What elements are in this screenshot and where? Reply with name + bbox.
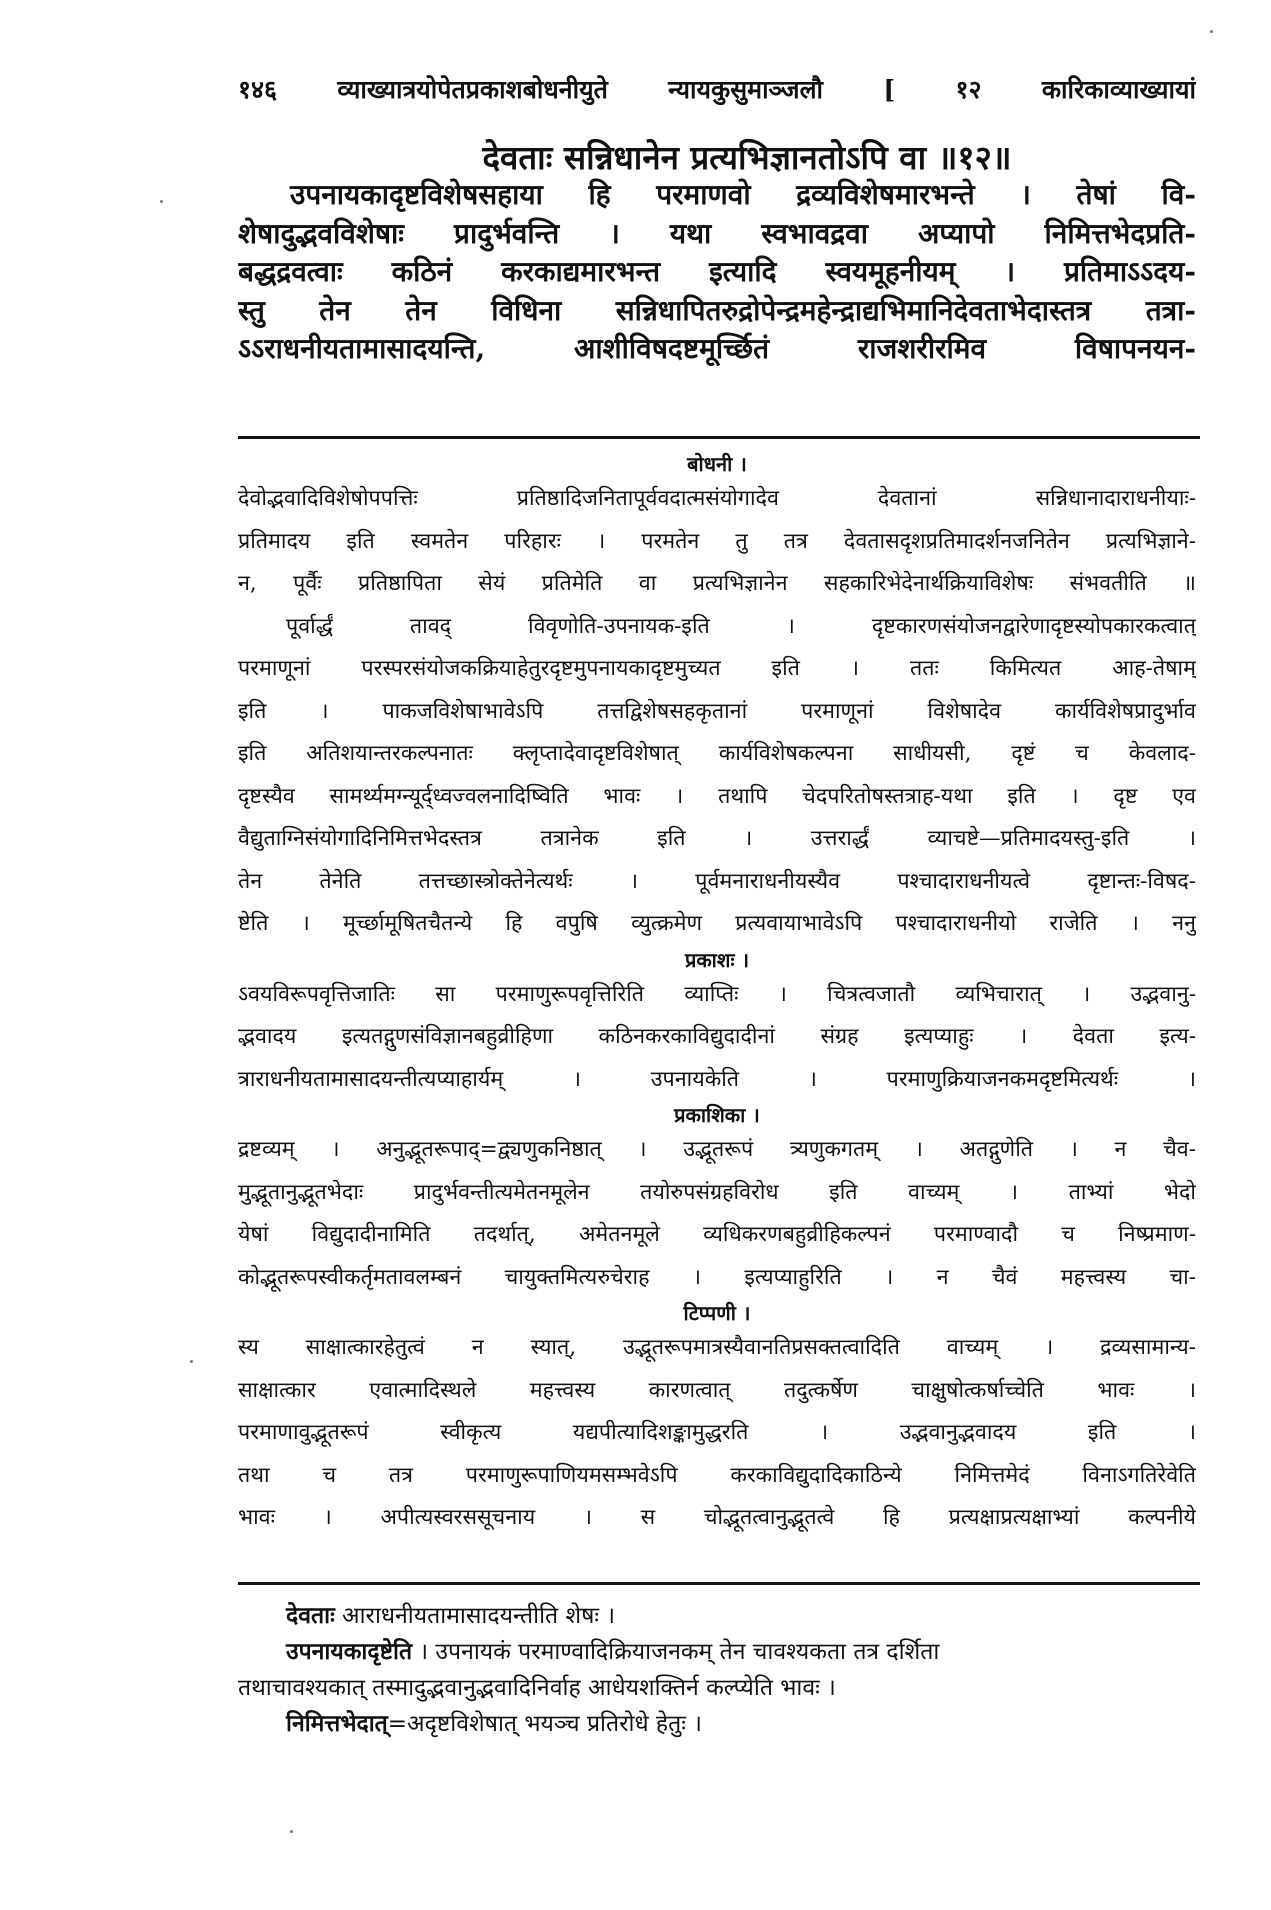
footnotes [238, 1598, 1196, 1742]
prakashika-line: मुद्भूतानुद्भूतभेदाः प्रादुर्भवन्तीत्यमेतनमूलेन तयोरुपसंग्रहविरोध इति वाच्यम् । ताभ्यां भेदो [238, 1179, 1196, 1205]
main-line: स्तु तेन तेन विधिना सन्निधापितरुद्रोपेन्द्रमहेन्द्राद्यभिमानिदेवताभेदास्तत्र तत्रा- [238, 293, 1196, 327]
divider-rule [238, 436, 1200, 439]
bodhani-line: प्रतिमादय इति स्वमतेन परिहारः । परमतेन तु तत्र देवतासदृशप्रतिमादर्शनजनितेन प्रत्यभिज्ञाने- [238, 528, 1196, 554]
footnote-keyword: देवताः [286, 1602, 335, 1629]
scan-speck [1210, 30, 1213, 33]
tippani-line: साक्षात्कार एवात्मादिस्थले महत्त्वस्य कारणत्वात् तदुत्कर्षेण चाक्षुषोत्कर्षाच्चेति भावः । [238, 1377, 1196, 1403]
commentaries [238, 450, 1196, 1540]
page-number: १४६ [238, 75, 278, 104]
running-header [238, 72, 1196, 110]
main-line: उपनायकादृष्टविशेषसहाया हि परमाणवो द्रव्यविशेषमारभन्ते । तेषां वि- [290, 178, 1196, 211]
bodhani-line: न, पूर्वैः प्रतिष्ठापिता सेयं प्रतिमेति वा प्रत्यभिज्ञानेन सहकारिभेदेनार्थक्रियाविशेषः संभवतीति ॥ [238, 571, 1196, 596]
bodhani-line: इति । पाकजविशेषाभावेऽपि तत्तद्विशेषसहकृतानां परमाणूनां विशेषादेव कार्यविशेषप्रादुर्भाव [238, 698, 1196, 724]
footnote-text: आराधनीयतामासादयन्तीति शेषः । [342, 1603, 616, 1629]
footnote-keyword: निमित्तभेदात् [286, 1710, 388, 1737]
prakashika-line: कोद्भूतरूपस्वीकर्तृमतावलम्बनं चायुक्तमित्यरुचेराह । इत्यप्याहुरिति । न चैवं महत्त्वस्य चा- [238, 1264, 1196, 1290]
bodhani-line: देवोद्भवादिविशेषोपपत्तिः प्रतिष्ठादिजनितापूर्ववदात्मसंयोगादेव देवतानां सन्निधानादाराधनीयाः- [238, 486, 1196, 511]
bodhani-line: परमाणूनां परस्परसंयोजकक्रियाहेतुरदृष्टमुपनायकादृष्टमुच्यत इति । ततः किमित्यत आह-तेषाम् [238, 656, 1196, 681]
footnote-line [238, 1634, 1196, 1670]
tippani-line: तथा च तत्र परमाणुरूपाणियमसम्भवेऽपि करकाविद्युदादिकाठिन्ये निमित्तमेदं विनाऽगतिरेवेति [238, 1462, 1196, 1488]
footnote-text: =अदृष्टविशेषात् भयञ्च प्रतिरोधे हेतुः । [387, 1711, 702, 1737]
prakasha-line: त्राराधनीयतामासादयन्तीत्यप्याहार्यम् । उपनायकेति । परमाणुक्रियाजनकमदृष्टमित्यर्थः । [238, 1066, 1196, 1092]
prakashika-line: येषां विद्युदादीनामिति तदर्थात्, अमेतनमूले व्यधिकरणबहुव्रीहिकल्पनं परमाण्वादौ च निष्प्रमाण- [238, 1222, 1196, 1247]
prakasha-heading: प्रकाशः । [684, 947, 750, 972]
tippani-line: स्य साक्षात्कारहेतुत्वं न स्यात्, उद्भूतरूपमात्रस्यैवानतिप्रसक्तत्वादिति वाच्यम् । द्रव्यसामान्य- [238, 1335, 1196, 1360]
footnote-text: । उपनायकं परमाण्वादिक्रियाजनकम् तेन चावश्यकता तत्र दर्शिता [419, 1639, 940, 1665]
prakashika-line: द्रष्टव्यम् । अनुद्भूतरूपाद्=द्व्यणुकनिष्ठात् । उद्भूतरूपं त्र्यणुकगतम् । अतद्गुणेति । न चैव- [238, 1137, 1196, 1162]
bodhani-line: पूर्वार्द्धं तावद् विवृणोति-उपनायक-इति । दृष्टकारणसंयोजनद्वारेणादृष्टस्योपकारकत्वात् [286, 613, 1196, 639]
tippani-heading: टिप्पणी । [683, 1301, 751, 1325]
bodhani-line: दृष्टस्यैव सामर्थ्यमग्न्यूर्द्ध्वज्वलनादिष्विति भावः । तथापि चेदपरितोषस्तत्राह-यथा इति । दृष्ट एव [238, 783, 1196, 809]
prakasha-line: द्भवादय इत्यतद्गुणसंविज्ञानबहुव्रीहिणा कठिनकरकाविद्युदादीनां संग्रह इत्यप्याहुः । देवता इत्य- [238, 1024, 1196, 1049]
tippani-line: परमाणावुद्भूतरूपं स्वीकृत्य यद्यपीत्यादिशङ्कामुद्धरति । उद्भवानुद्भवादय इति । [238, 1420, 1196, 1445]
scan-speck [160, 200, 163, 203]
bodhani-line: ष्टेति । मूर्च्छामूषितचैतन्ये हि वपुषि व्युत्क्रमेण प्रत्यवायाभावेऽपि पश्चादाराधनीयो राजेति । ननु [238, 911, 1196, 936]
bodhani-line: इति अतिशयान्तरकल्पनातः क्लृप्तादेवादृष्टविशेषात् कार्यविशेषकल्पना साधीयसी, दृष्टं च केवलाद- [238, 741, 1196, 766]
scan-speck [290, 1830, 293, 1833]
main-line: बद्धद्रवत्वाः कठिनं करकाद्यमारभन्त इत्यादि स्वयमूहनीयम् । प्रतिमाऽऽदय- [238, 255, 1196, 288]
tippani-line: भावः । अपीत्यस्वरससूचनाय । स चोद्भूतत्वानुद्भूतत्वे हि प्रत्यक्षाप्रत्यक्षाभ्यां कल्पनीये [238, 1505, 1196, 1530]
main-text [238, 176, 1196, 369]
divider-rule [238, 1582, 1200, 1585]
main-line: शेषादुद्भवविशेषाः प्रादुर्भवन्ति । यथा स्वभावद्रवा अप्यापो निमित्तभेदप्रति- [238, 216, 1196, 250]
footnote-text: तथाचावश्यकात् तस्मादुद्भवानुद्भवादिनिर्वाह आधेयशक्तिर्न कल्प्येति भावः । [238, 1675, 836, 1701]
running-title: व्याख्यात्रयोपेतप्रकाशबोधनीयुते न्यायकुसुमाञ्जलौ [337, 75, 824, 104]
footnote-line [238, 1598, 1196, 1634]
section-label: [ १२ कारिकाव्याख्यायां [883, 75, 1196, 104]
bodhani-heading: बोधनी । [687, 452, 747, 476]
prakashika-heading: प्रकाशिका । [674, 1103, 760, 1127]
bodhani-line: वैद्युताग्निसंयोगादिनिमित्तभेदस्तत्र तत्रानेक इति । उत्तरार्द्धं व्याचष्टे—प्रतिमादयस्तु-इति । [238, 826, 1196, 851]
scan-speck [190, 1360, 193, 1363]
prakasha-line: ऽवयविरूपवृत्तिजातिः सा परमाणुरूपवृत्तिरिति व्याप्तिः । चित्रत्वजातौ व्यभिचारात् । उद्भवानु- [238, 981, 1196, 1007]
footnote-line [238, 1706, 1196, 1742]
bodhani-line: तेन तेनेति तत्तच्छास्त्रोक्तेनेत्यर्थः । पूर्वमनाराधनीयस्यैव पश्चादाराधनीयत्वे दृष्टान्तः-विषद- [238, 868, 1196, 894]
footnote-line [238, 1670, 1196, 1706]
main-line: ऽऽराधनीयतामासादयन्ति, आशीविषदष्टमूर्च्छितं राजशरीरमिव विषापनयन- [238, 332, 1196, 365]
karika-verse: देवताः सन्निधानेन प्रत्यभिज्ञानतोऽपि वा ॥१२॥ [482, 138, 1012, 177]
footnote-keyword: उपनायकादृष्टेति [286, 1638, 413, 1665]
